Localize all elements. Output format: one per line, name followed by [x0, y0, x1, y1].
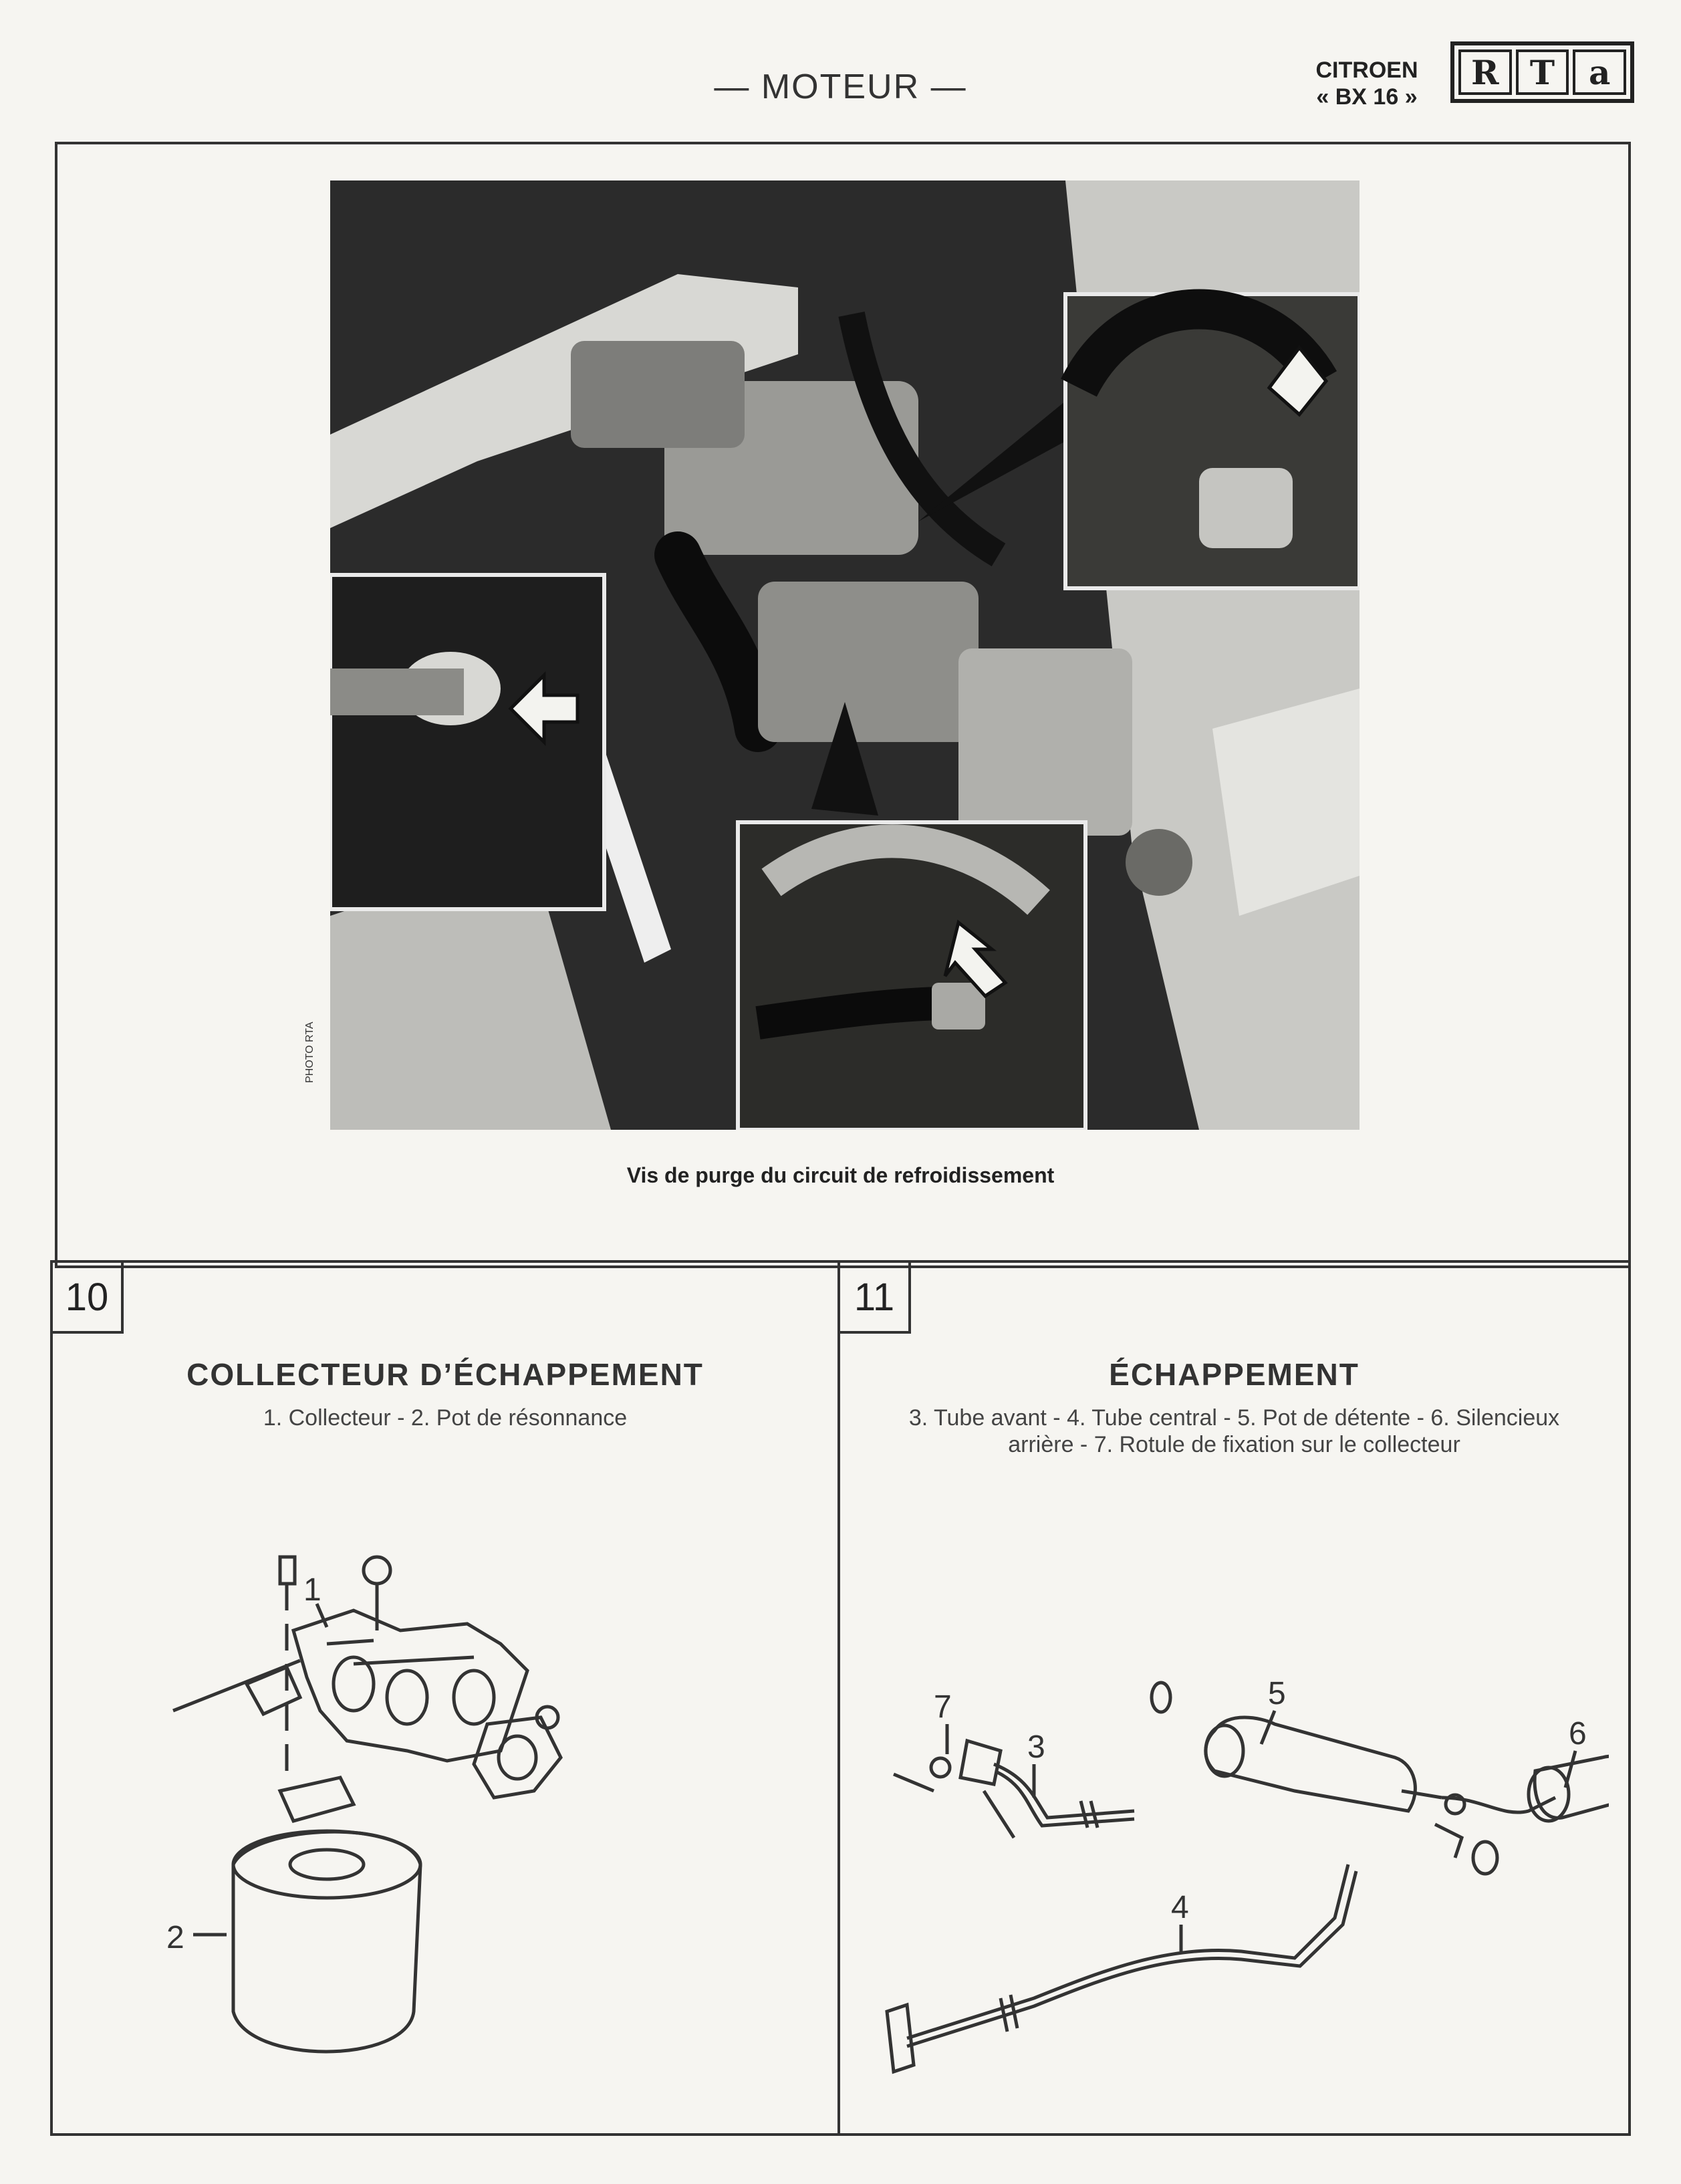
section-number: 10 [53, 1263, 124, 1334]
photo-caption: Vis de purge du circuit de refroidissement [626, 1163, 1055, 1187]
part-label-7: 7 [934, 1689, 952, 1725]
part-label-2: 2 [166, 1920, 184, 1955]
section-caption: 3. Tube avant - 4. Tube central - 5. Pot de détente - 6. Silencieux arrière - 7. Rotule de fixation sur le collecteur [908, 1405, 1560, 1457]
brand-name: CITROEN [1315, 57, 1418, 83]
part-label-5: 5 [1268, 1676, 1286, 1711]
section-10-panel [50, 1260, 840, 2136]
section-11-panel [837, 1260, 1631, 2136]
logo-letter-a: a [1573, 49, 1626, 95]
part-label-1: 1 [303, 1572, 321, 1608]
section-title: COLLECTEUR D’ÉCHAPPEMENT [186, 1357, 704, 1392]
exhaust-system-diagram [867, 1597, 1609, 2078]
section-title: ÉCHAPPEMENT [1109, 1357, 1360, 1392]
photo-credit: PHOTO RTA [304, 1021, 315, 1083]
section-number: 11 [840, 1263, 911, 1334]
part-label-3: 3 [1027, 1729, 1045, 1765]
page-title: — MOTEUR — [714, 68, 967, 106]
rta-logo [1450, 41, 1634, 103]
logo-letter-r: R [1458, 49, 1512, 95]
part-label-4: 4 [1171, 1890, 1189, 1925]
engine-photo [330, 180, 1360, 1130]
part-label-6: 6 [1569, 1716, 1587, 1751]
brand-model: « BX 16 » [1316, 84, 1418, 110]
logo-letter-t: T [1516, 49, 1569, 95]
section-caption: 1. Collecteur - 2. Pot de résonnance [263, 1405, 628, 1431]
brand-block [1303, 57, 1430, 110]
exhaust-manifold-diagram [153, 1530, 755, 2105]
